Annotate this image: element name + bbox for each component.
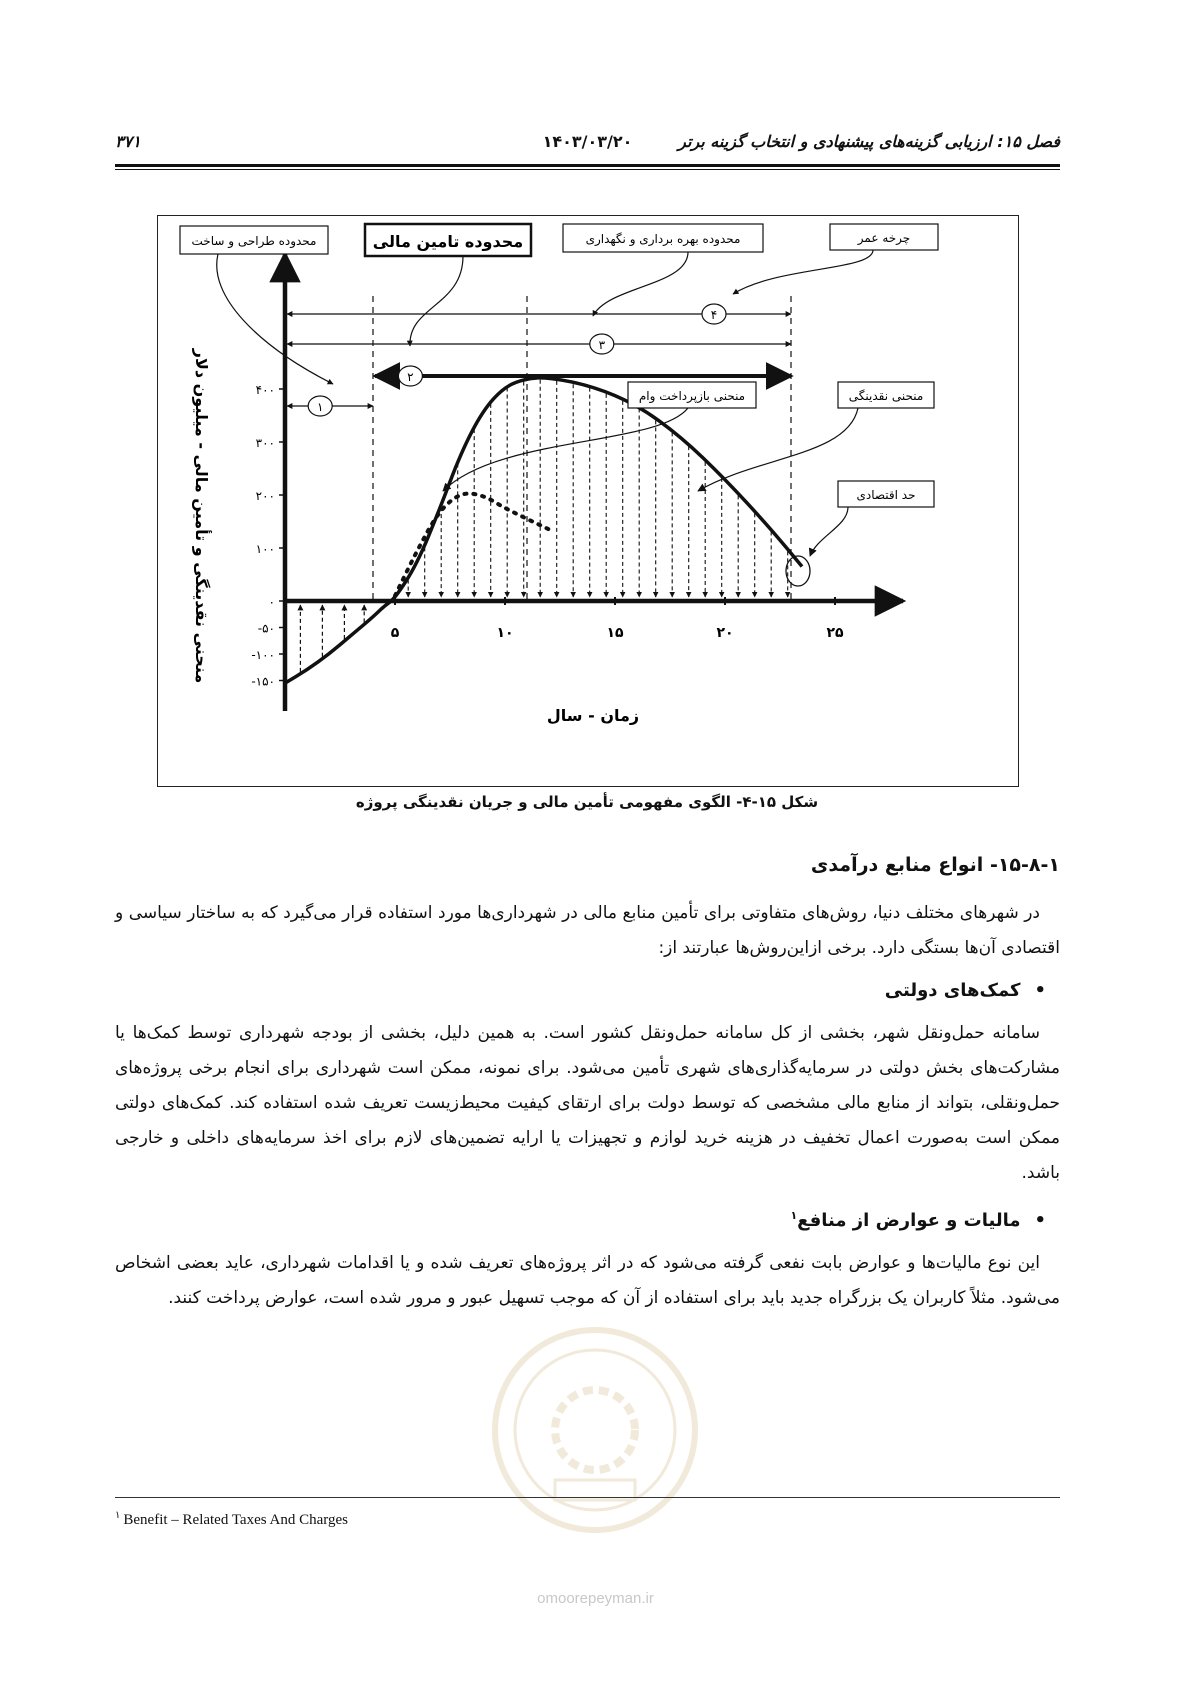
annotation-operation-label: محدوده بهره برداری و نگهداری [585,232,741,246]
footnote-ref[interactable]: ۱ [790,1209,798,1222]
y-tick-label: ۰ [268,595,275,609]
x-tick-label: ۱۰ [496,625,514,641]
chart-figure [157,215,1019,787]
y-axis-label: منحنی نقدینگی و تأمین مالی - میلیون دلار [192,348,211,684]
annotation-liquidity-label: منحنی نقدینگی [848,389,924,403]
x-tick-label: ۱۵ [606,625,624,641]
section-heading: ۱۵-۸-۱- انواع منابع درآمدی [810,854,1060,876]
annotation-finance-label: محدوده تامین مالی [372,232,524,251]
government-aid-paragraph: سامانه حمل‌ونقل شهر، بخشی از کل سامانه حمل‌ونقل کشور است. به همین دلیل، بخشی از بودجه شهرداری توسط کمک‌ها یا مشارکت‌های بخش دولتی در سرمایه‌گذاری‌های شهری تأمین می‌شود. برای نمونه، ممکن است شهرداری برای انجام برخی پروژه‌های حمل‌ونقلی، بتواند از منابع مالی مشخصی که توسط دولت برای ارتقای کیفیت محیط‌زیست تعریف شده استفاده کند. کمک‌های دولتی ممکن است به‌صورت اعمال تخفیف در هزینه خرید لوازم و تجهیزات یا ارایه تضمین‌های لازم برای اخذ سرمایه‌های داخلی و خارجی باشد. [115,1023,1060,1183]
annotation-design-label: محدوده طراحی و ساخت [191,234,317,248]
phase-number-label: ۱ [316,400,324,414]
figure-caption: شکل ۱۵-۴- الگوی مفهومی تأمین مالی و جریان نقدینگی پروژه [355,793,819,811]
y-tick-label: -۵۰ [257,621,275,636]
intro-paragraph: در شهرهای مختلف دنیا، روش‌های متفاوتی برای تأمین منابع مالی در شهرداری‌ها مورد استفاده قرار می‌گیرد که به ساختار سیاسی و اقتصادی آن‌ها بستگی دارد. برخی ازاین‌روش‌ها عبارتند از: [115,903,1060,958]
header-date: ۱۴۰۳/۰۳/۲۰ [542,132,633,151]
page-header [115,132,1060,158]
y-tick-label: ۴۰۰ [255,383,275,397]
phase-number-label: ۴ [710,308,718,322]
annotation-economic-limit [786,481,934,586]
annotation-operation [563,224,763,316]
bullet-benefit-taxes-title: مالیات و عوارض از منافع [797,1210,1021,1231]
x-tick-label: ۲۰ [716,625,734,641]
y-tick-label: ۱۰۰ [255,542,275,556]
page-number: ۳۷۱ [115,132,141,151]
header-rule [115,164,1060,167]
header-rule-thin [115,169,1060,170]
x-tick-label: ۲۵ [826,625,844,641]
x-tick-label: ۵ [390,625,400,641]
annotation-lifecycle-label: چرخه عمر [857,231,911,245]
phase-number-label: ۳ [598,338,606,352]
annotation-repayment [443,382,756,491]
phase-number-label: ۲ [407,370,414,384]
bullet-dot: • [1034,1210,1046,1231]
footnote-rule [115,1497,1060,1498]
annotation-finance [365,224,531,346]
footnote [115,1510,348,1529]
content-body [115,848,1060,1324]
y-tick-label: -۱۵۰ [251,674,275,689]
annotation-lifecycle [733,224,938,294]
bullet-benefit-taxes [115,1199,1060,1238]
loan-repayment-curve [395,494,549,596]
bullet-government-aid [115,974,1060,1008]
benefit-taxes-paragraph: این نوع مالیات‌ها و عوارض بابت نفعی گرفته می‌شود که در اثر پروژه‌های تعریف شده و یا اقدامات شهرداری، عاید بعضی اشخاص می‌شود. مثلاً کاربران یک بزرگراه جدید باید برای استفاده از آن که موجب تسهیل عبور و مرور شده است، عوارض پرداخت کنند. [115,1253,1060,1308]
watermark-seal-icon [485,1320,705,1540]
bullet-dot: • [1034,980,1046,1001]
y-tick-label: ۳۰۰ [255,436,275,450]
y-tick-label: -۱۰۰ [251,648,275,662]
phase-boundaries [373,296,791,601]
x-axis-label: زمان - سال [546,706,640,725]
footnote-mark: ۱ [115,1510,121,1521]
bullet-government-aid-title: کمک‌های دولتی [884,980,1021,1001]
footnote-text: Benefit – Related Taxes And Charges [123,1512,348,1528]
flow-arrows [300,380,787,672]
chart-svg [158,216,1018,786]
y-tick-label: ۲۰۰ [255,489,275,503]
chapter-title: فصل ۱۵: ارزیابی گزینه‌های پیشنهادی و انتخاب گزینه برتر [678,132,1060,151]
annotation-repayment-label: منحنی بازپرداخت وام [638,389,746,403]
annotation-economic-limit-label: حد اقتصادی [856,488,916,502]
watermark-url: omoorepeyman.ir [537,1590,654,1607]
